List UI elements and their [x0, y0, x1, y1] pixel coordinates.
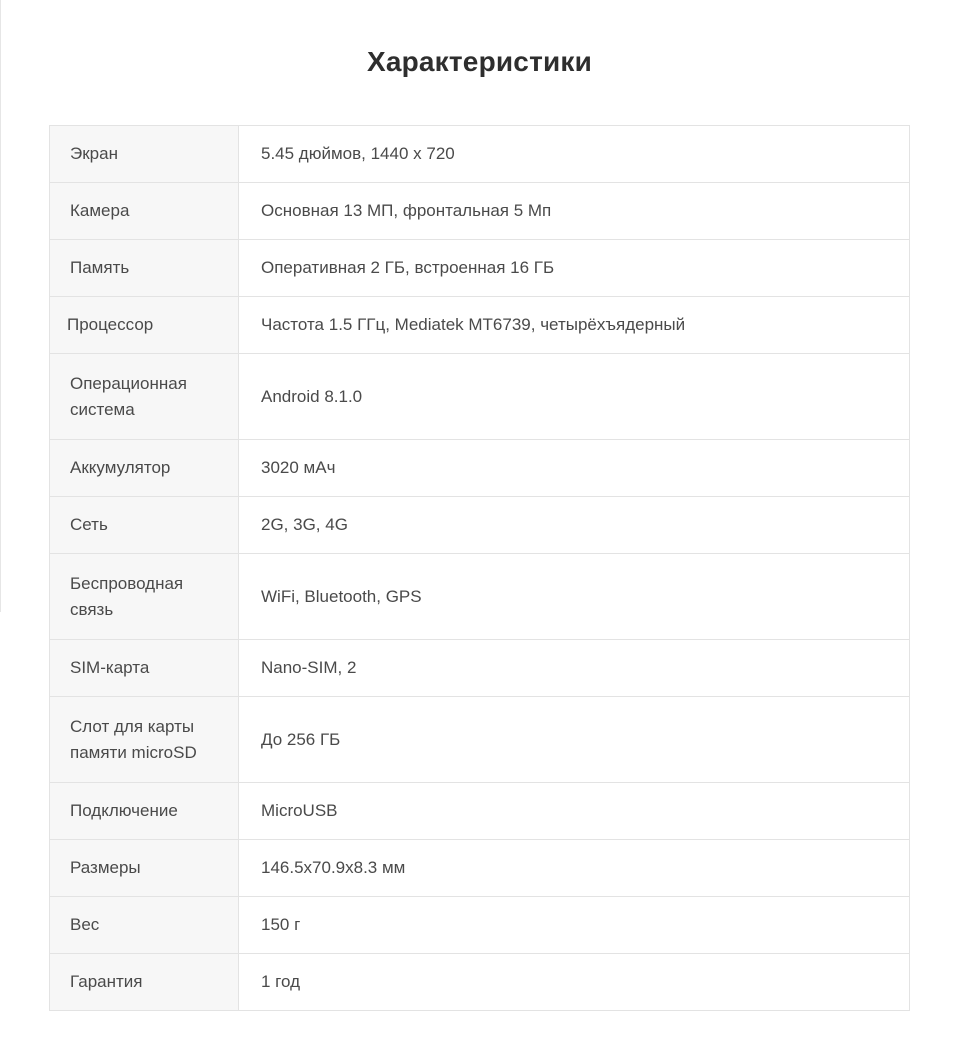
spec-label: Подключение: [50, 783, 239, 840]
spec-value: Nano-SIM, 2: [239, 640, 910, 697]
spec-label: Операционная система: [50, 354, 239, 440]
table-row: [50, 240, 910, 297]
spec-value: Частота 1.5 ГГц, Mediatek MT6739, четырёхъядерный: [239, 297, 910, 354]
page-title: Характеристики: [366, 46, 593, 77]
table-row: [50, 354, 910, 440]
table-row: [50, 554, 910, 640]
spec-label: Гарантия: [50, 954, 239, 1011]
spec-label: Камера: [50, 183, 239, 240]
spec-value: 3020 мАч: [239, 440, 910, 497]
spec-label: Вес: [50, 897, 239, 954]
spec-label: Беспроводная связь: [50, 554, 239, 640]
table-row: [50, 440, 910, 497]
spec-label: Слот для карты памяти microSD: [50, 697, 239, 783]
table-row: [50, 640, 910, 697]
spec-value: Android 8.1.0: [239, 354, 910, 440]
table-row: [50, 497, 910, 554]
spec-value: Оперативная 2 ГБ, встроенная 16 ГБ: [239, 240, 910, 297]
table-row: [50, 840, 910, 897]
spec-value: 5.45 дюймов, 1440 x 720: [239, 126, 910, 183]
spec-value: 150 г: [239, 897, 910, 954]
spec-value: WiFi, Bluetooth, GPS: [239, 554, 910, 640]
spec-label: Процессор: [50, 297, 239, 354]
table-row: [50, 697, 910, 783]
spec-value: 1 год: [239, 954, 910, 1011]
specifications-table: [49, 125, 910, 1011]
spec-label: Аккумулятор: [50, 440, 239, 497]
table-row: [50, 297, 910, 354]
table-row: [50, 954, 910, 1011]
page-edge-divider: [0, 0, 1, 612]
spec-label: Память: [50, 240, 239, 297]
table-row: [50, 126, 910, 183]
spec-value: Основная 13 МП, фронтальная 5 Мп: [239, 183, 910, 240]
spec-label: Сеть: [50, 497, 239, 554]
spec-value: 2G, 3G, 4G: [239, 497, 910, 554]
spec-label: Экран: [50, 126, 239, 183]
spec-value: 146.5x70.9x8.3 мм: [239, 840, 910, 897]
spec-label: Размеры: [50, 840, 239, 897]
table-row: [50, 897, 910, 954]
table-row: [50, 183, 910, 240]
table-row: [50, 783, 910, 840]
spec-value: До 256 ГБ: [239, 697, 910, 783]
spec-label: SIM-карта: [50, 640, 239, 697]
spec-value: MicroUSB: [239, 783, 910, 840]
